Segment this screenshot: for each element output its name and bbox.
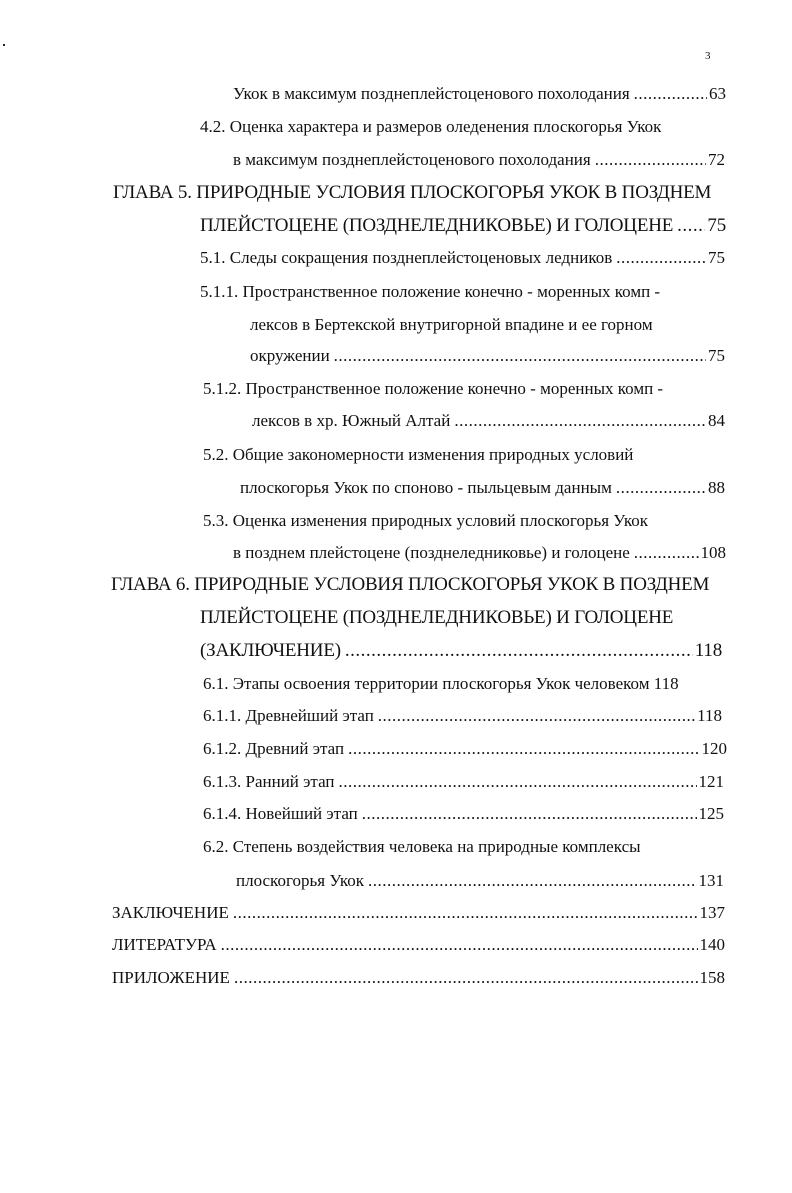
toc-entry-text: ЛИТЕРАТУРА [112,935,217,954]
toc-entry-text: 6.1.2. Древний этап [203,739,345,758]
toc-entry-text: ЗАКЛЮЧЕНИЕ [112,903,229,922]
leader-dots [378,706,695,726]
toc-entry-l7 [200,282,660,302]
leader-dots [454,411,706,431]
leader-dots [616,248,706,268]
toc-entry-page: 88 [708,478,725,497]
toc-entry-page: 63 [709,84,726,103]
chapter-heading-5 [113,183,711,203]
scan-speck [3,44,5,46]
toc-entry-l17 [200,608,673,628]
toc-entry-l23 [203,804,724,824]
toc-entry-l3 [233,150,725,170]
toc-entry-page: 158 [699,968,725,987]
toc-entry-l22 [203,772,724,792]
toc-entry-page: 120 [701,739,727,758]
toc-entry-page: 84 [708,411,725,430]
leader-dots [334,346,706,366]
toc-entry-l20 [203,706,722,726]
chapter-heading-6 [111,575,709,595]
toc-entry-page: 121 [698,772,724,791]
toc-entry-page: 137 [699,903,725,922]
toc-entry-text: (ЗАКЛЮЧЕНИЕ) [200,640,341,661]
leader-dots [234,968,698,988]
toc-entry-l13 [240,478,725,498]
toc-entry-text: 6.1.3. Ранний этап [203,772,335,791]
toc-entry-text: плоскогорья Укок по споново - пыльцевым данным [240,478,612,497]
toc-entry-l5 [200,216,726,236]
toc-entry-text: окружении [250,346,330,365]
toc-entry-text: 5.1.2. Пространственное положение конечно - моренных комп - [203,379,664,398]
toc-entry-l2 [200,117,661,137]
toc-entry-text: в максимум позднеплейстоценового похолодания [233,150,591,169]
leader-dots [677,216,705,236]
toc-entry-page: 108 [700,543,726,562]
leader-dots [616,478,706,498]
toc-entry-text: ПЛЕЙСТОЦЕНЕ (ПОЗДНЕЛЕДНИКОВЬЕ) И ГОЛОЦЕНЕ [200,607,674,628]
toc-entry-page: 75 [707,215,726,236]
toc-entry-page: 131 [698,871,724,890]
toc-entry-text: 6.1.1. Древнейший этап [203,706,374,725]
toc-entry-l14 [203,511,648,531]
toc-entry-text: ПРИЛОЖЕНИЕ [112,968,230,987]
toc-entry-l19 [203,674,679,694]
leader-dots [595,150,706,170]
toc-entry-l6 [200,248,725,268]
toc-entry-text: плоскогорья Укок [236,871,365,890]
toc-entry-l15 [233,543,726,563]
toc-entry-page: 125 [698,804,724,823]
leader-dots [368,871,696,891]
toc-entry-text: ГЛАВА 6. ПРИРОДНЫЕ УСЛОВИЯ ПЛОСКОГОРЬЯ УКОК В ПОЗДНЕМ [111,574,710,595]
toc-entry-l18 [200,641,722,661]
toc-entry-l1 [233,84,726,104]
leader-dots [233,903,698,923]
leader-dots [634,84,707,104]
leader-dots [345,641,693,661]
leader-dots [339,772,697,792]
page-number: 3 [705,50,711,62]
toc-entry-l8 [250,315,653,335]
toc-entry-text: 5.1.1. Пространственное положение конечно - моренных комп - [200,282,661,301]
toc-entry-text: ГЛАВА 5. ПРИРОДНЫЕ УСЛОВИЯ ПЛОСКОГОРЬЯ УКОК В ПОЗДНЕМ [113,182,712,203]
toc-entry-text: в позднем плейстоцене (позднеледниковье) и голоцене [233,543,630,562]
toc-entry-page: 118 [694,640,722,661]
toc-entry-l10 [203,379,663,399]
toc-entry-text: 6.2. Степень воздействия человека на природные комплексы [203,837,641,856]
toc-entry-l9 [250,346,725,366]
leader-dots [634,543,699,563]
toc-entry-text: 5.3. Оценка изменения природных условий плоскогорья Укок [203,511,648,530]
toc-entry-text: 6.1. Этапы освоения территории плоскогорья Укок человеком 118 [203,674,679,693]
toc-entry-page: 75 [708,248,725,267]
toc-entry-text: 5.1. Следы сокращения позднеплейстоценовых ледников [200,248,613,267]
toc-entry-l24 [203,837,641,857]
toc-entry-text: лексов в хр. Южный Алтай [252,411,451,430]
toc-entry-l28 [112,968,725,988]
toc-entry-l12 [203,445,633,465]
toc-entry-text: 5.2. Общие закономерности изменения природных условий [203,445,634,464]
toc-entry-text: 4.2. Оценка характера и размеров оледенения плоскогорья Укок [200,117,662,136]
toc-entry-l21 [203,739,727,759]
toc-entry-text: Укок в максимум позднеплейстоценового похолодания [233,84,630,103]
toc-entry-page: 140 [699,935,725,954]
toc-entry-page: 118 [697,706,722,725]
leader-dots [348,739,699,759]
leader-dots [221,935,698,955]
toc-entry-text: ПЛЕЙСТОЦЕНЕ (ПОЗДНЕЛЕДНИКОВЬЕ) И ГОЛОЦЕНЕ [200,215,674,236]
toc-entry-l25 [236,871,724,891]
toc-entry-l27 [112,935,725,955]
toc-entry-text: лексов в Бертекской внутригорной впадине и ее горном [250,315,653,334]
leader-dots [362,804,697,824]
toc-entry-text: 6.1.4. Новейший этап [203,804,358,823]
toc-entry-l26 [112,903,725,923]
toc-entry-page: 72 [708,150,725,169]
toc-entry-page: 75 [708,346,725,365]
toc-entry-l11 [252,411,725,431]
